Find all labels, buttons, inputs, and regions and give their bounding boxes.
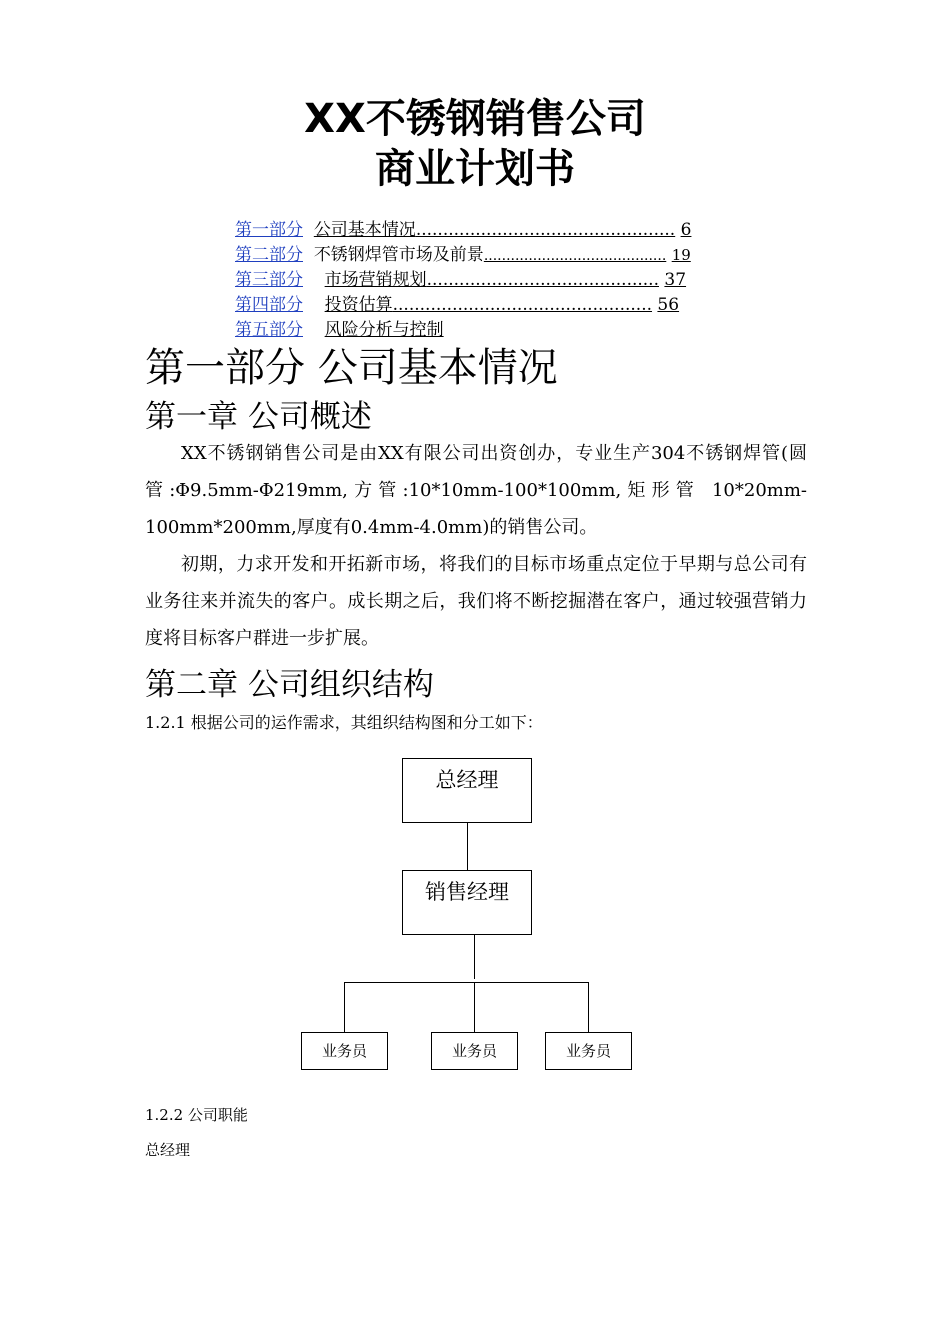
toc-item[interactable] bbox=[235, 318, 444, 343]
chapter1-paragraph-2: 初期，力求开发和开拓新市场，将我们的目标市场重点定位于早期与总公司有业务往来并流失的客户。成长期之后，我们将不断挖掘潜在客户，通过较强营销力度将目标客户群进一步扩展。 bbox=[145, 554, 807, 649]
org-node-staff bbox=[431, 1032, 518, 1070]
org-node-staff bbox=[545, 1032, 632, 1070]
org-node-staff bbox=[301, 1032, 388, 1070]
toc-part-number[interactable]: 第二部分 bbox=[235, 245, 303, 265]
org-connector bbox=[344, 982, 589, 983]
toc-leader: ................................................ bbox=[392, 295, 653, 315]
chapter1-paragraph-1: XX不锈钢销售公司是由XX有限公司出资创办，专业生产304不锈钢焊管(圆管:Φ9.5mm-Φ219mm,方管:10*10mm-100*100mm,矩形管 10*20mm-100mm*200mm,厚度有0.4mm-4.0mm)的销售公司。 bbox=[145, 443, 807, 538]
toc-page: 37 bbox=[664, 270, 687, 290]
toc-leader: ................................................ bbox=[415, 220, 676, 240]
toc-item[interactable] bbox=[235, 293, 679, 318]
part1-heading: 第一部分 公司基本情况 bbox=[145, 345, 558, 391]
toc-page: 56 bbox=[657, 295, 680, 315]
toc-part-number[interactable]: 第一部分 bbox=[235, 220, 303, 240]
org-node-general-manager bbox=[402, 758, 532, 823]
toc-title: 风险分析与控制 bbox=[324, 320, 444, 340]
toc-page: 19 bbox=[671, 246, 691, 264]
org-node-label: 业务员 bbox=[321, 1042, 367, 1060]
toc-leader: ......................................... bbox=[483, 248, 667, 264]
toc-part-number[interactable]: 第三部分 bbox=[235, 270, 303, 290]
org-chart-intro: 1.2.1 根据公司的运作需求，其组织结构图和分工如下： bbox=[145, 713, 543, 732]
org-connector bbox=[588, 982, 589, 1032]
subsection-label: 总经理 bbox=[145, 1141, 191, 1159]
toc-title: 市场营销规划 bbox=[324, 270, 427, 290]
document-title-line1: XX不锈钢销售公司 bbox=[304, 96, 646, 142]
org-connector bbox=[474, 982, 475, 1032]
toc-part-number[interactable]: 第四部分 bbox=[235, 295, 303, 315]
toc-title: 不锈钢焊管市场及前景 bbox=[313, 245, 484, 265]
org-node-label: 总经理 bbox=[435, 768, 499, 792]
chapter1-heading: 第一章 公司概述 bbox=[145, 399, 372, 435]
toc-item[interactable] bbox=[235, 218, 691, 243]
toc-part-number[interactable]: 第五部分 bbox=[235, 320, 303, 340]
document-title-line2: 商业计划书 bbox=[375, 146, 575, 192]
section-label: 1.2.2 公司职能 bbox=[145, 1106, 248, 1124]
org-node-label: 业务员 bbox=[565, 1042, 611, 1060]
toc-item[interactable] bbox=[235, 243, 691, 269]
toc-title: 公司基本情况 bbox=[313, 220, 416, 240]
toc-item[interactable] bbox=[235, 268, 686, 293]
org-node-label: 销售经理 bbox=[425, 880, 509, 904]
org-connector bbox=[467, 823, 468, 870]
toc-leader: ........................................... bbox=[426, 270, 659, 290]
org-node-label: 业务员 bbox=[451, 1042, 497, 1060]
org-node-sales-manager bbox=[402, 870, 532, 935]
org-connector bbox=[344, 982, 345, 1032]
toc-page: 6 bbox=[680, 220, 692, 240]
chapter2-heading: 第二章 公司组织结构 bbox=[145, 667, 434, 703]
org-connector bbox=[474, 935, 475, 979]
toc-title: 投资估算 bbox=[324, 295, 393, 315]
